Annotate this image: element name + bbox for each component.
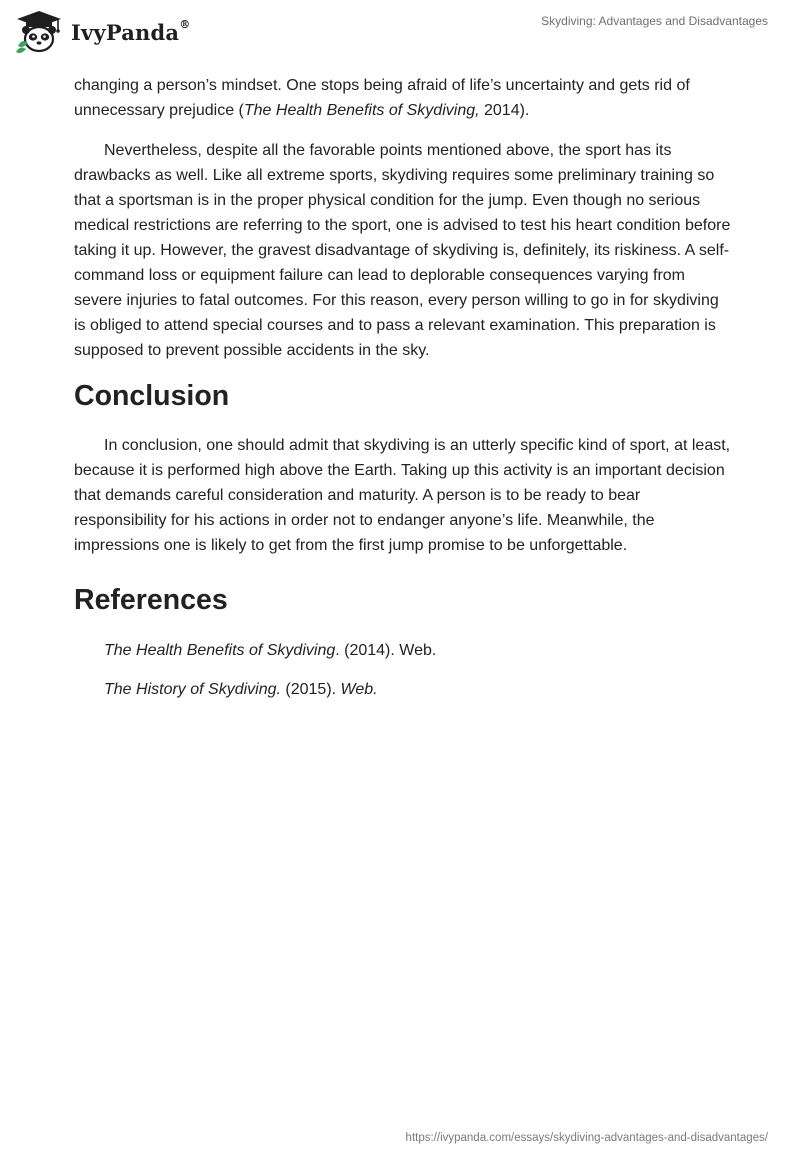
- ivypanda-logo[interactable]: [14, 10, 190, 54]
- paragraph-drawbacks: Nevertheless, despite all the favorable points mentioned above, the sport has its drawbacks as well. Like all extreme sports, skydiving requires some preliminary training so that a sportsman is in the proper physical condition for the jump. Even though no serious medical restrictions are referring to the sport, one is advised to test his heart condition before taking it up. However, the gravest disadvantage of skydiving is, definitely, its riskiness. A self-command loss or equipment failure can lead to deplorable consequences varying from severe injuries to fatal outcomes. For this reason, every person willing to go in for skydiving is obliged to attend special courses and to pass a relevant examination. This preparation is supposed to prevent possible accidents in the sky.: [74, 142, 731, 359]
- essay-content: [74, 73, 734, 716]
- paragraph-continued: changing a person’s mindset. One stops being afraid of life’s uncertainty and gets rid of unnecessary prejudice (The Health Benefits of Skydiving, 2014).: [74, 77, 690, 119]
- panda-graduate-icon: [14, 10, 64, 54]
- conclusion-heading: Conclusion: [74, 380, 230, 412]
- references-heading: References: [74, 584, 228, 616]
- source-url[interactable]: https://ivypanda.com/essays/skydiving-advantages-and-disadvantages/: [405, 1132, 768, 1144]
- brand-name: IvyPanda®: [71, 17, 191, 45]
- paragraph-conclusion: In conclusion, one should admit that skydiving is an utterly specific kind of sport, at least, because it is performed high above the Earth. Taking up this activity is an important decision that demands careful consideration and maturity. A person is to be ready to bear responsibility for his actions in order not to endanger anyone’s life. Meanwhile, the impressions one is likely to get from the first jump promise to be unforgettable.: [74, 437, 731, 554]
- reference-item: The History of Skydiving. (2015). Web.: [104, 681, 378, 698]
- page-header: [0, 0, 800, 72]
- document-title: Skydiving: Advantages and Disadvantages: [541, 14, 768, 28]
- reference-item: The Health Benefits of Skydiving. (2014). Web.: [104, 642, 437, 659]
- inline-citation: The Health Benefits of Skydiving,: [243, 102, 480, 119]
